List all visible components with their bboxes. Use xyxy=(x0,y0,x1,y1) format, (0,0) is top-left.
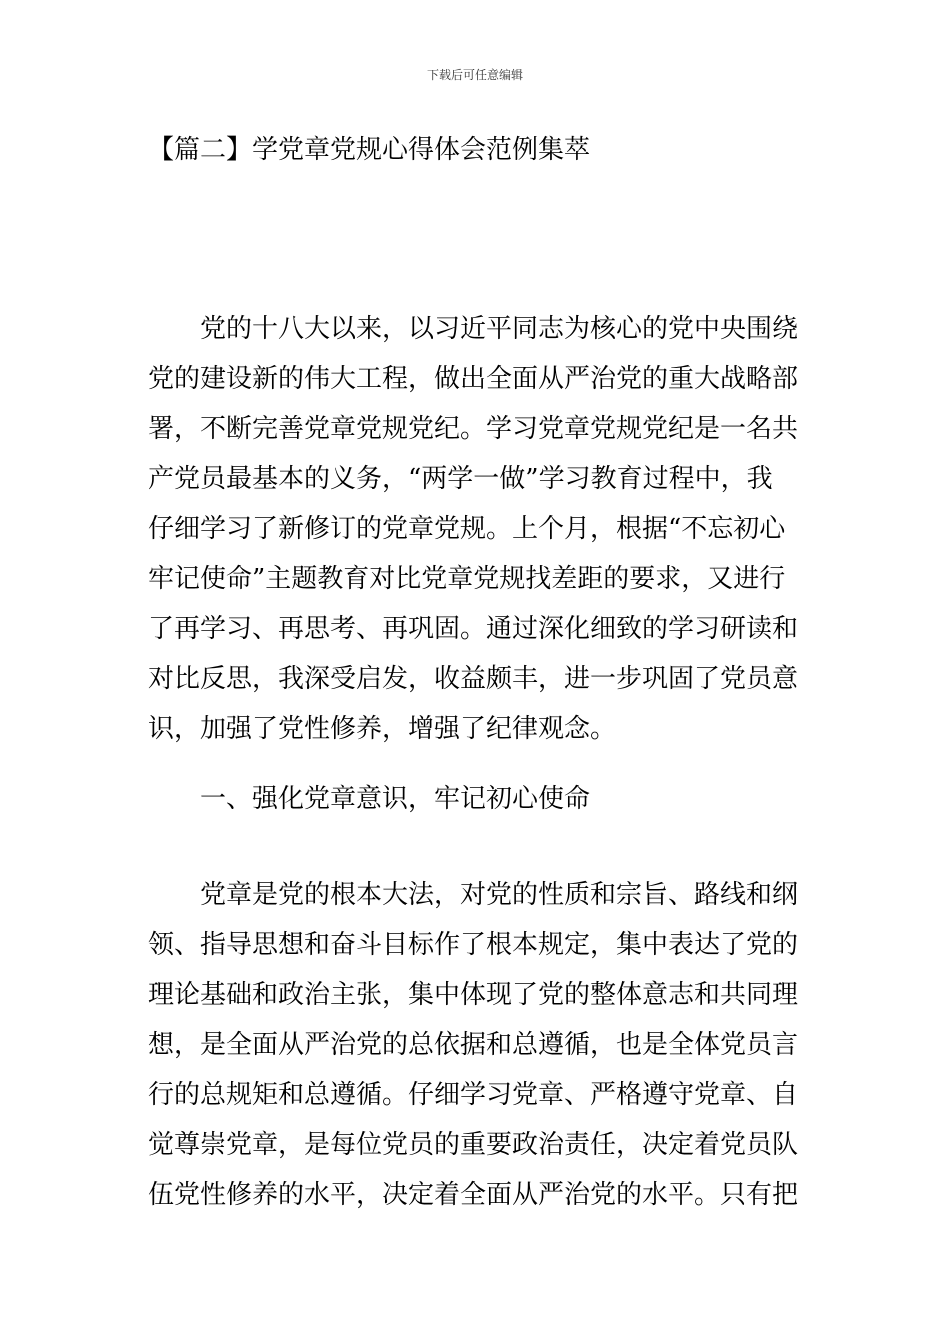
document-title: 【篇二】学党章党规心得体会范例集萃 xyxy=(148,135,591,165)
paragraph-line: 领、指导思想和奋斗目标作了根本规定，集中表达了党的 xyxy=(148,930,799,960)
paragraph-line: 了再学习、再思考、再巩固。通过深化细致的学习研读和 xyxy=(148,614,799,644)
paragraph-line: 署，不断完善党章党规党纪。学习党章党规党纪是一名共 xyxy=(148,414,799,444)
paragraph-line: 牢记使命”主题教育对比党章党规找差距的要求，又进行 xyxy=(148,564,786,594)
paragraph-line: 理论基础和政治主张，集中体现了党的整体意志和共同理 xyxy=(148,980,799,1010)
section-heading xyxy=(148,774,808,824)
paragraph-line: 党的十八大以来，以习近平同志为核心的党中央围绕 xyxy=(148,314,799,344)
paragraph-line: 伍党性修养的水平，决定着全面从严治党的水平。只有把 xyxy=(148,1180,799,1210)
paragraph-line: 对比反思，我深受启发，收益颇丰，进一步巩固了党员意 xyxy=(148,664,799,694)
paragraph-line: 党的建设新的伟大工程，做出全面从严治党的重大战略部 xyxy=(148,364,799,394)
paragraph-line: 行的总规矩和总遵循。仔细学习党章、严格遵守党章、自 xyxy=(148,1080,799,1110)
paragraph-line: 产党员最基本的义务，“两学一做”学习教育过程中，我 xyxy=(148,464,773,494)
paragraph-line: 觉尊崇党章，是每位党员的重要政治责任，决定着党员队 xyxy=(148,1130,799,1160)
paragraph-line: 仔细学习了新修订的党章党规。上个月，根据“不忘初心 xyxy=(148,514,786,544)
paragraph-line: 想，是全面从严治党的总依据和总遵循，也是全体党员言 xyxy=(148,1030,799,1060)
header-note: 下载后可任意编辑 xyxy=(426,68,523,82)
paragraph-party-constitution xyxy=(148,870,808,1220)
paragraph-line: 党章是党的根本大法，对党的性质和宗旨、路线和纲 xyxy=(148,880,799,910)
paragraph-line: 识，加强了党性修养，增强了纪律观念。 xyxy=(148,714,617,744)
paragraph-intro xyxy=(148,304,808,754)
section-heading-text: 一、强化党章意识，牢记初心使命 xyxy=(148,784,591,814)
